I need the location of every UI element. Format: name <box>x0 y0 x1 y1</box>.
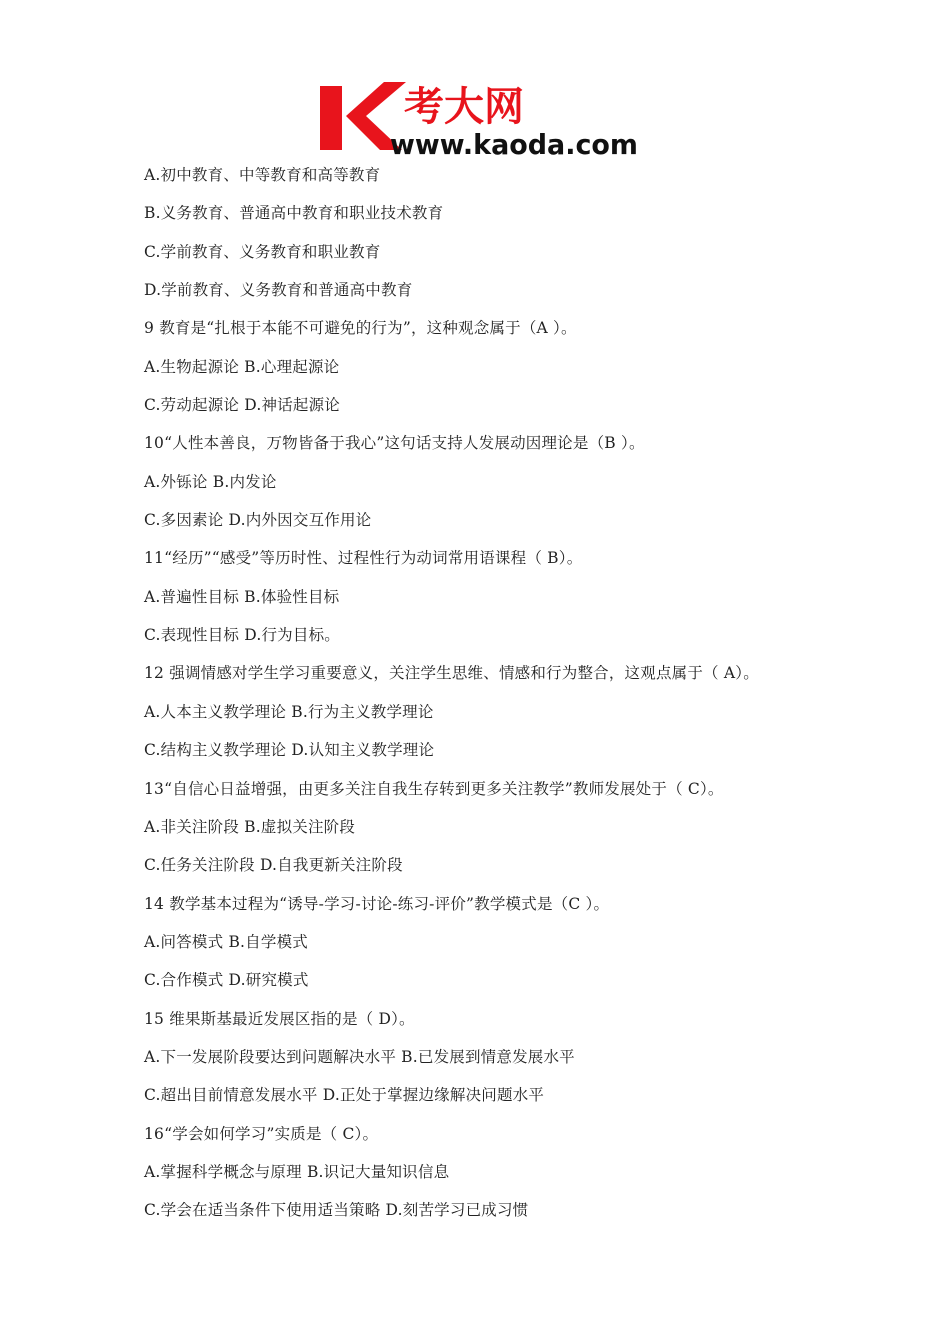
option-line: A.人本主义教学理论 B.行为主义教学理论 <box>144 702 434 721</box>
question-list <box>144 160 844 1234</box>
question-13: 13“自信心日益增强，由更多关注自我生存转到更多关注教学”教师发展处于（ C）。 <box>144 779 724 798</box>
option-line: C.结构主义教学理论 D.认知主义教学理论 <box>144 741 435 760</box>
option-line: C.学会在适当条件下使用适当策略 D.刻苦学习已成习惯 <box>144 1201 529 1220</box>
option-line: C.表现性目标 D.行为目标。 <box>144 626 340 645</box>
question-12: 12 强调情感对学生学习重要意义，关注学生思维、情感和行为整合，这观点属于（ A）。 <box>144 664 759 683</box>
option-line: C.超出目前情意发展水平 D.正处于掌握边缘解决问题水平 <box>144 1086 545 1105</box>
option-line: C.学前教育、义务教育和职业教育 <box>144 242 381 261</box>
question-11: 11“经历”“感受”等历时性、过程性行为动词常用语课程（ B）。 <box>144 549 583 568</box>
option-line: A.问答模式 B.自学模式 <box>144 932 308 951</box>
option-line: A.普遍性目标 B.体验性目标 <box>144 587 340 606</box>
option-line: C.劳动起源论 D.神话起源论 <box>144 396 340 415</box>
question-15: 15 维果斯基最近发展区指的是（ D）。 <box>144 1009 415 1028</box>
kaoda-logo <box>316 76 642 160</box>
logo-chinese-name: 考大网 <box>404 84 524 130</box>
question-9: 9 教育是“扎根于本能不可避免的行为”，这种观念属于（A ）。 <box>144 319 577 338</box>
option-line: A.下一发展阶段要达到问题解决水平 B.已发展到情意发展水平 <box>144 1047 575 1066</box>
option-line: A.非关注阶段 B.虚拟关注阶段 <box>144 817 356 836</box>
question-14: 14 教学基本过程为“诱导-学习-讨论-练习-评价”教学模式是（C ）。 <box>144 894 610 913</box>
option-line: B.义务教育、普通高中教育和职业技术教育 <box>144 204 444 223</box>
question-16: 16“学会如何学习”实质是（ C）。 <box>144 1124 379 1143</box>
option-line: A.掌握科学概念与原理 B.识记大量知识信息 <box>144 1162 450 1181</box>
option-line: C.合作模式 D.研究模式 <box>144 971 309 990</box>
option-line: C.任务关注阶段 D.自我更新关注阶段 <box>144 856 403 875</box>
option-line: C.多因素论 D.内外因交互作用论 <box>144 511 372 530</box>
option-line: A.生物起源论 B.心理起源论 <box>144 357 340 376</box>
option-line: A.初中教育、中等教育和高等教育 <box>144 166 381 184</box>
option-line: D.学前教育、义务教育和普通高中教育 <box>144 281 413 300</box>
logo-url: www.kaoda.com <box>390 128 638 160</box>
option-line: A.外铄论 B.内发论 <box>144 472 277 491</box>
question-10: 10“人性本善良，万物皆备于我心”这句话支持人发展动因理论是（B ）。 <box>144 434 645 453</box>
